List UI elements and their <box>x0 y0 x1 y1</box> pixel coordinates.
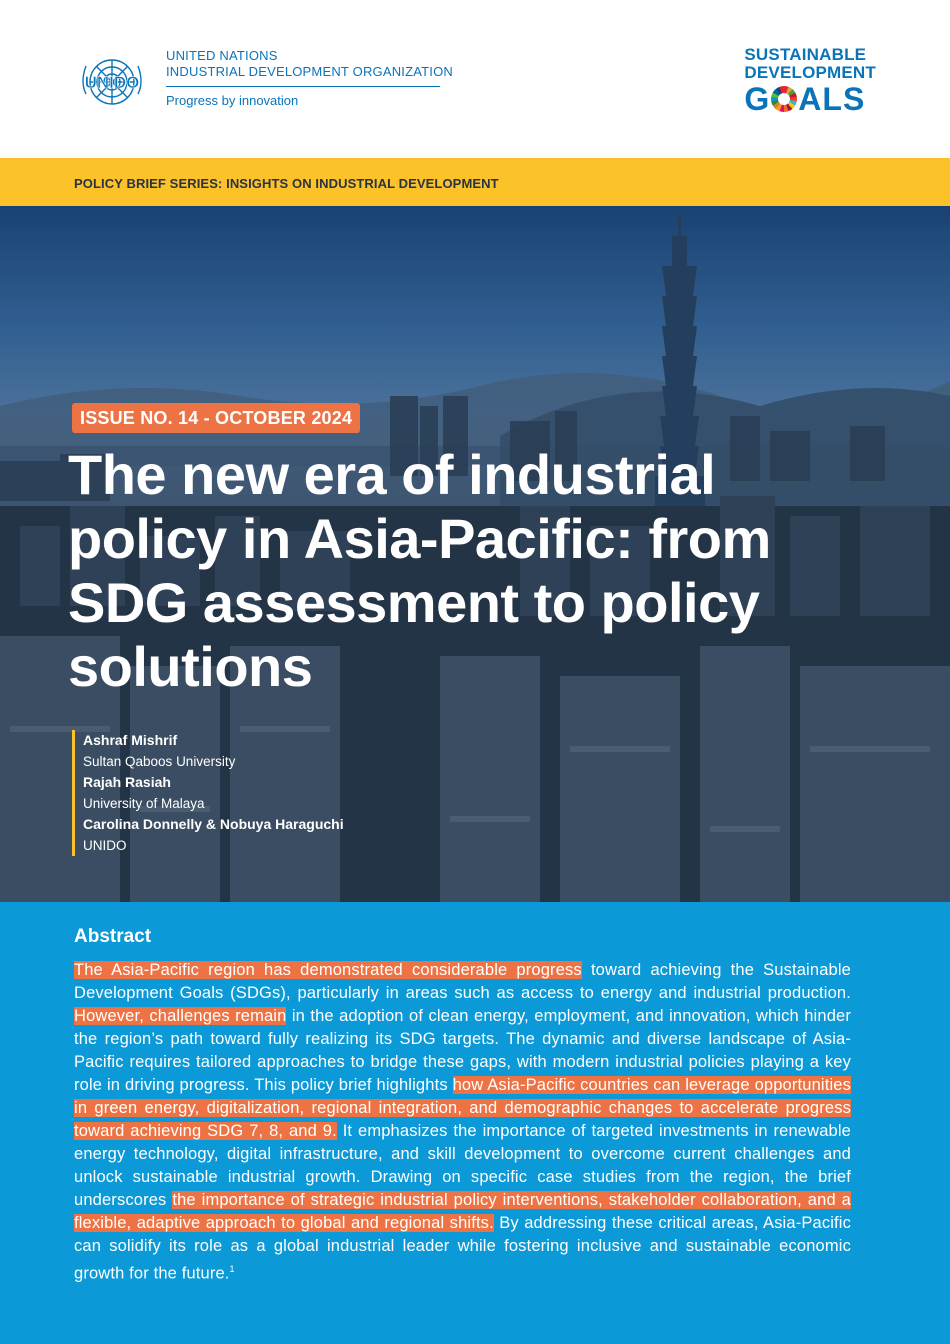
org-name-line1: UNITED NATIONS <box>166 48 278 63</box>
org-name-line2: INDUSTRIAL DEVELOPMENT ORGANIZATION <box>166 64 454 79</box>
abstract-section <box>0 902 950 1344</box>
abstract-text: in the adoption of clean energy, employment, and innovation, which hinder the region’s path toward fully realizing its SDG targets. The dynamic and diverse landscape of Asia-Pacific requires tailored approaches to bridge these gaps, with modern industrial policies playing a key role in driving progress. This policy brief highlights <box>74 1007 851 1094</box>
sdg-line1: SUSTAINABLE <box>744 45 867 64</box>
org-tagline: Progress by innovation <box>166 93 299 108</box>
author-affiliation: Sultan Qaboos University <box>83 754 236 769</box>
abstract-highlight: However, challenges remain <box>74 1007 287 1025</box>
org-divider <box>166 86 440 87</box>
sdg-line2: DEVELOPMENT <box>744 63 876 82</box>
author-affiliation: UNIDO <box>83 838 127 853</box>
sdg-goals-als: ALS <box>798 81 866 117</box>
series-band <box>0 158 950 206</box>
sdg-goals-g: G <box>744 81 771 117</box>
author-affiliation: University of Malaya <box>83 796 205 811</box>
abstract-highlight: how Asia-Pacific countries can leverage opportunities in green energy, digitalization, regional integration, and demographic changes to accelerate progress toward achieving SDG 7, 8, and 9. <box>74 1076 851 1140</box>
sdg-wheel-icon <box>771 86 797 112</box>
abstract-text: By addressing these critical areas, Asia-Pacific can solidify its role as a global industrial leader while fostering inclusive and sustainable economic growth for the future. <box>74 1214 851 1283</box>
hero-cityscape-image <box>0 206 950 902</box>
unido-org-block <box>166 48 453 109</box>
sdg-goals-word <box>744 82 876 116</box>
abstract-text: It emphasizes the importance of targeted investments in renewable energy technology, digital infrastructure, and skill development to overcome current challenges and unlock sustainable industrial growth. Drawing on specific case studies from the region, the brief underscores <box>74 1122 851 1209</box>
abstract-body <box>74 959 851 1286</box>
page-header <box>0 0 950 158</box>
authors-list <box>72 730 344 856</box>
series-title: POLICY BRIEF SERIES: INSIGHTS ON INDUSTRIAL DEVELOPMENT <box>74 176 499 191</box>
sdg-logo <box>744 46 876 116</box>
author-name: Carolina Donnelly & Nobuya Haraguchi <box>83 816 344 832</box>
author-name: Ashraf Mishrif <box>83 732 178 748</box>
abstract-text: toward achieving the Sustainable Development Goals (SDGs), particularly in areas such as access to energy and industrial production. <box>74 961 851 1002</box>
footnote-marker: 1 <box>229 1264 235 1274</box>
abstract-highlight: the importance of strategic industrial policy interventions, stakeholder collaboration, and a flexible, adaptive approach to global and regional shifts. <box>74 1191 852 1232</box>
issue-badge: ISSUE NO. 14 - OCTOBER 2024 <box>72 403 360 433</box>
unido-emblem-icon <box>72 50 152 114</box>
abstract-highlight: The Asia-Pacific region has demonstrated considerable progress <box>74 961 582 979</box>
page-title: The new era of industrial policy in Asia-Pacific: from SDG assessment to policy solutions <box>68 443 771 698</box>
author-name: Rajah Rasiah <box>83 774 171 790</box>
unido-logo-text: UNIDO <box>84 73 140 92</box>
abstract-heading: Abstract <box>74 926 152 947</box>
